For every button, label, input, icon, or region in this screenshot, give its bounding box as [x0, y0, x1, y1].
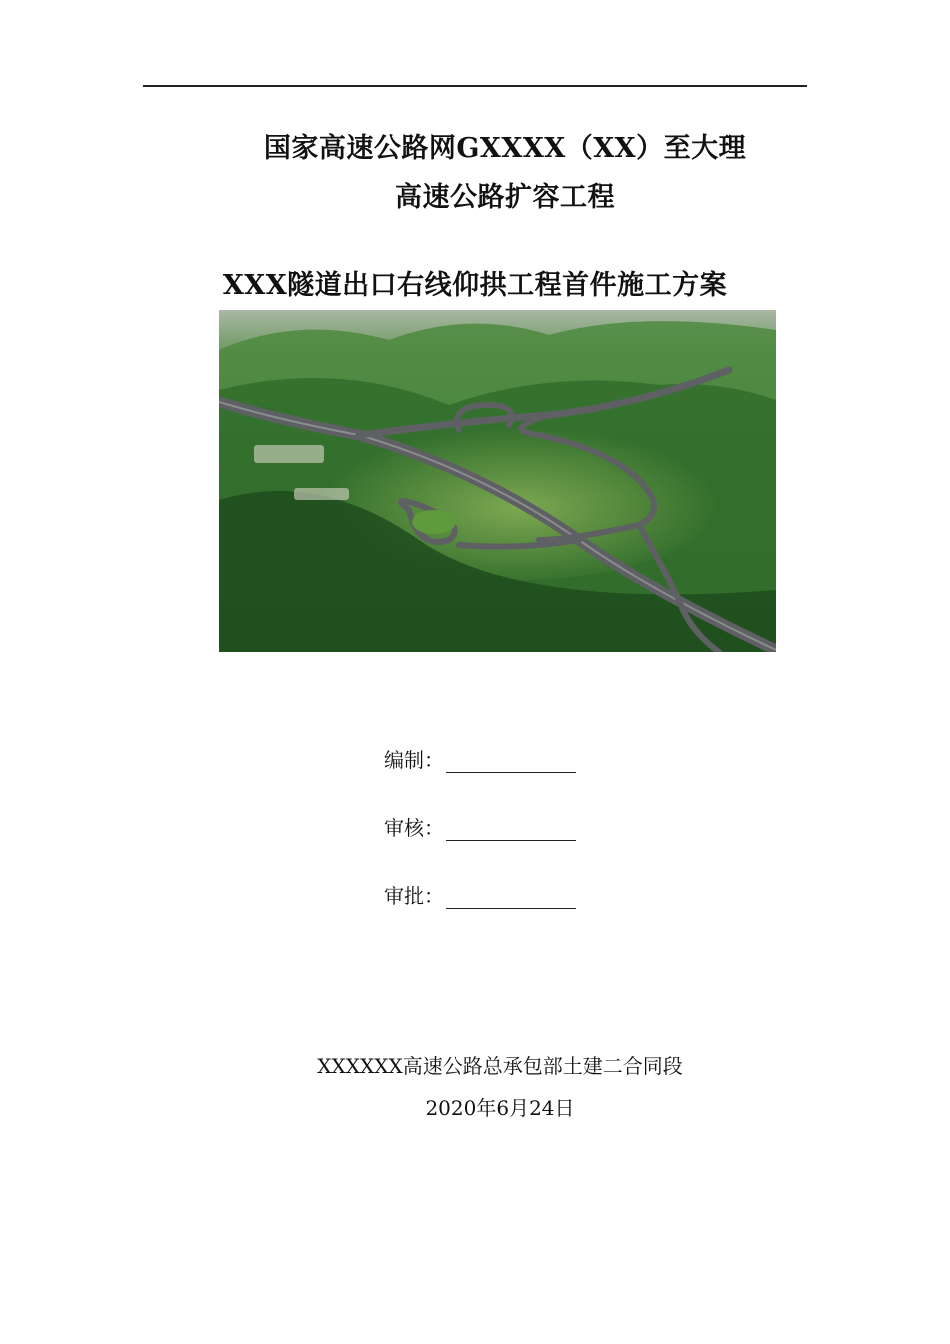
document-title: XXX隧道出口右线仰拱工程首件施工方案	[222, 270, 728, 301]
organization-name: XXXXXX高速公路总承包部土建二合同段	[317, 1054, 683, 1078]
signature-label: 审核：	[384, 816, 444, 840]
signature-blank	[446, 818, 576, 841]
highway-interchange-photo	[219, 310, 776, 652]
signature-label: 审批：	[384, 884, 444, 908]
signature-row-approved	[384, 880, 576, 909]
header-rule	[143, 85, 807, 87]
signature-blank	[446, 886, 576, 909]
project-title-line1: 国家高速公路网GXXXX（XX）至大理	[263, 133, 747, 164]
project-title-line2: 高速公路扩容工程	[395, 182, 615, 213]
signature-label: 编制：	[384, 748, 444, 772]
signature-blank	[446, 750, 576, 773]
signature-row-compiled	[384, 744, 576, 773]
signature-row-reviewed	[384, 812, 576, 841]
document-date: 2020年6月24日	[425, 1096, 575, 1120]
